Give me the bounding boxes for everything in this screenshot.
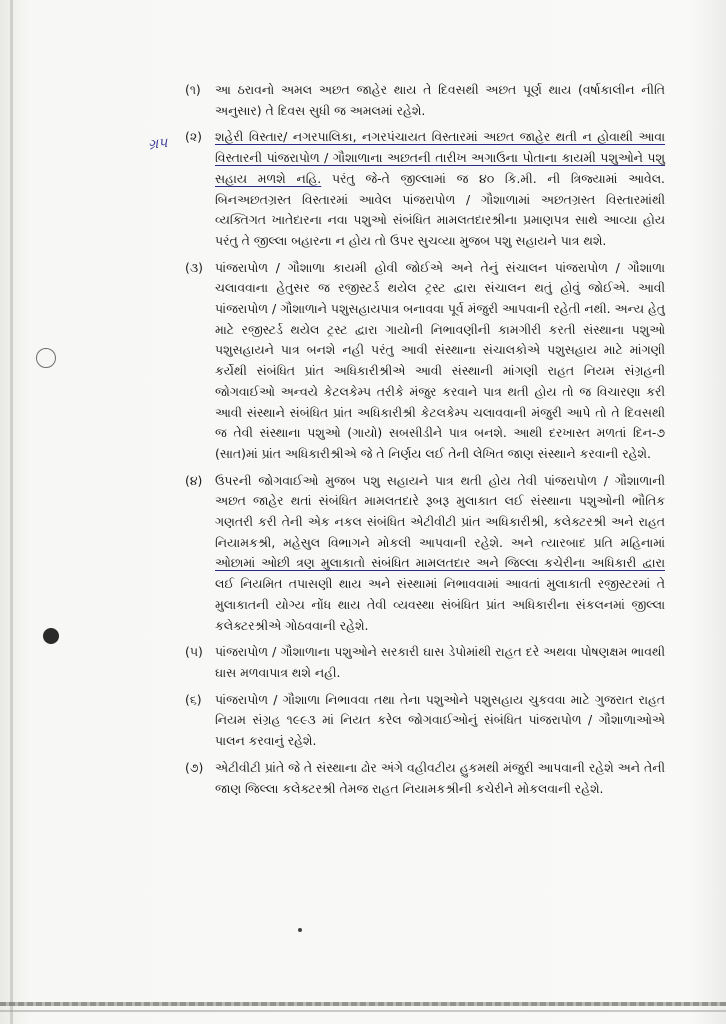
clause-text: એટીવીટી પ્રાંતે જે તે સંસ્થાના ઢોર અંગે વહીવટીય હુકમથી મંજુરી આપવાની રહેશે અને તેની જાણ જિલ્લા કલેક્ટરશ્રી તેમજ રાહત નિયામકશ્રીની કચેરીને મોકલવાની રહેશે. bbox=[215, 759, 665, 796]
clause-number: (૩) bbox=[185, 259, 203, 275]
clause-text-rest: પરંતુ જે-તે જીલ્લામાં જ ૪૦ કિ.મી. ની ત્રિજ્યામાં આવેલ. બિનઅછતગ્રસ્ત વિસ્તારમાં આવેલ પાંજરાપોળ / ગૌશાળામાં અછતગ્રસ્ત વિસ્તારમાંથી વ્યક્તિગત ખાતેદારના નવા પશુઓ સંબંધિત મામલતદારશ્રીના પ્રમાણપત્ર સાથે આવ્યા હોય પરંતુ તે જીલ્લા બહારના ન હોય તો ઉપર સુચવ્યા મુજબ પશુ સહાયને પાત્ર થશે. bbox=[215, 170, 665, 248]
clause-text: આ ઠરાવનો અમલ અછત જાહેર થાય તે દિવસથી અછત પૂર્ણ થાય (વર્ષાકાલીન નીતિ અનુસાર) તે દિવસ સુધી જ અમલમાં રહેશે. bbox=[215, 82, 665, 118]
clause-text-start: ઉપરની જોગવાઈઓ મુજબ પશુ સહાયને પાત્ર થતી હોય તેવી પાંજરાપોળ / ગૌશાળાની અછત જાહેર થતાં સંબંધિત મામલતદારે રૂબરૂ મુલાકાત લઈ સંસ્થાના પશુઓની ભૌતિક ગણતરી કરી તેની એક નકલ સંબંધિત એટીવીટી પ્રાંત અધિકારીશ્રી, કલેક્ટરશ્રી અને રાહત નિયામકશ્રી, મહેસુલ વિભાગને મોકલી આપવાની રહેશે. અને ત્યારબાદ પ્રતિ મહિનામાં bbox=[215, 472, 665, 550]
clause-3 bbox=[185, 258, 665, 465]
clause-4 bbox=[185, 471, 665, 637]
clause-number: (૧) bbox=[185, 82, 201, 97]
clause-text-end: લઈ નિયમિત તપાસણી થાય અને સંસ્થામાં નિભાવવામાં આવતાં મુલાકાતી રજીસ્ટરમાં તે મુલાકાતની યોગ્ય નોંધ થાય તેવી વ્યવસ્થા સંબંધિત પ્રાંત અધિકારીના સંકલનમાં જીલ્લા કલેક્ટરશ્રીએ ગોઠવવાની રહેશે. bbox=[215, 576, 665, 633]
clause-text: પાંજરાપોળ / ગૌશાળા નિભાવવા તથા તેના પશુઓને પશુસહાય ચુકવવા માટે ગુજરાત રાહત નિયમ સંગ્રહ ૧૯૯૩ માં નિયત કરેલ જોગવાઈઓનું સંબંધિત પાંજરાપોળ / ગૌશાળાઓએ પાલન કરવાનું રહેશે. bbox=[215, 691, 665, 749]
scan-speck bbox=[298, 928, 302, 932]
clause-text: પાંજરાપોળ / ગૌશાળા કાયમી હોવી જોઈએ અને તેનું સંચાલન પાંજરાપોળ / ગૌશાળા ચલાવવાના હેતુસર જ રજીસ્ટર્ડ થયેલ ટ્રસ્ટ દ્વારા સંચાલન થતું હોવું જોઈએ. આવી પાંજરાપોળ / ગૌશાળાને પશુસહાયપાત્ર બનાવવા પૂર્વ મંજુરી આપવાની રહેતી નથી. અન્ય હેતુ માટે રજીસ્ટર્ડ થયેલ ટ્રસ્ટ દ્વારા ગાયોની નિભાવણીની કામગીરી કરતી સંસ્થાના પશુઓ પશુસહાયને પાત્ર બનશે નહી પરંતુ આવી સંસ્થાના સંચાલકોએ પશુસહાય માટે માંગણી કર્યેથી સંબંધિત પ્રાંત અધિકારીશ્રીએ આવી સંસ્થાની માંગણી રાહત નિયમ સંગ્રહની જોગવાઈઓ અન્વયે કેટલકેમ્પ તરીકે મંજુર કરવાને પાત્ર થતી હોય તો જ વિચારણા કરી આવી સંસ્થાને સંબંધિત પ્રાંત અધિકારીશ્રી કેટલકેમ્પ ચલાવવાની મંજુરી આપે તો તે દિવસથી જ તેવી સંસ્થાના પશુઓ (ગાયો) સબસીડીને પાત્ર બનશે. આથી દરખાસ્ત મળતાં દિન-૭ (સાત)માં પ્રાંત અધિકારીશ્રીએ જે તે નિર્ણય લઈ તેની લેખિત જાણ સંસ્થાને કરવાની રહેશે. bbox=[215, 259, 665, 461]
document-body bbox=[185, 80, 665, 805]
punch-hole-icon bbox=[36, 348, 56, 368]
clause-number: (૭) bbox=[185, 759, 204, 775]
underlined-text: શહેરી વિસ્તાર/ નગરપાલિકા, નગરપંચાયત વિસ્તારમાં અછત જાહેર થતી ન હોવાથી આવા વિસ્તારની પાંજરાપોળ / ગૌશાળાના અછતની તારીખ અગાઉના પોતાના કાયમી પશુઓને પશુ સહાય મળશે નહિ. bbox=[215, 129, 665, 186]
clause-7 bbox=[185, 758, 665, 799]
clause-1 bbox=[185, 80, 665, 121]
punch-hole-dark-icon bbox=[43, 628, 59, 644]
clause-number: (૫) bbox=[185, 644, 203, 660]
page-bottom-shadow bbox=[0, 1010, 726, 1012]
clause-text bbox=[215, 127, 665, 251]
clause-number: (૬) bbox=[185, 691, 202, 707]
clause-number: (૪) bbox=[185, 472, 203, 488]
clause-number: (૨) bbox=[185, 129, 202, 145]
underlined-text: ઓછામાં ઓછી ત્રણ મુલાકાતો સંબંધિત મામલતદાર અને જિલ્લા કચેરીના અધિકારી દ્વારા bbox=[215, 555, 665, 571]
handwritten-margin-note: ગ્ર૫ bbox=[147, 135, 169, 153]
clause-5 bbox=[185, 642, 665, 683]
clause-2 bbox=[185, 127, 665, 251]
clause-text: પાંજરાપોળ / ગૌશાળાના પશુઓને સરકારી ઘાસ ડેપોમાંથી રાહત દરે અથવા પોષણક્ષમ ભાવથી ઘાસ મળવાપાત્ર થશે નહી. bbox=[215, 644, 665, 680]
clause-text bbox=[215, 471, 665, 637]
page-bottom-edge bbox=[0, 1002, 726, 1006]
clause-6 bbox=[185, 690, 665, 752]
page-left-edge bbox=[10, 0, 13, 1024]
